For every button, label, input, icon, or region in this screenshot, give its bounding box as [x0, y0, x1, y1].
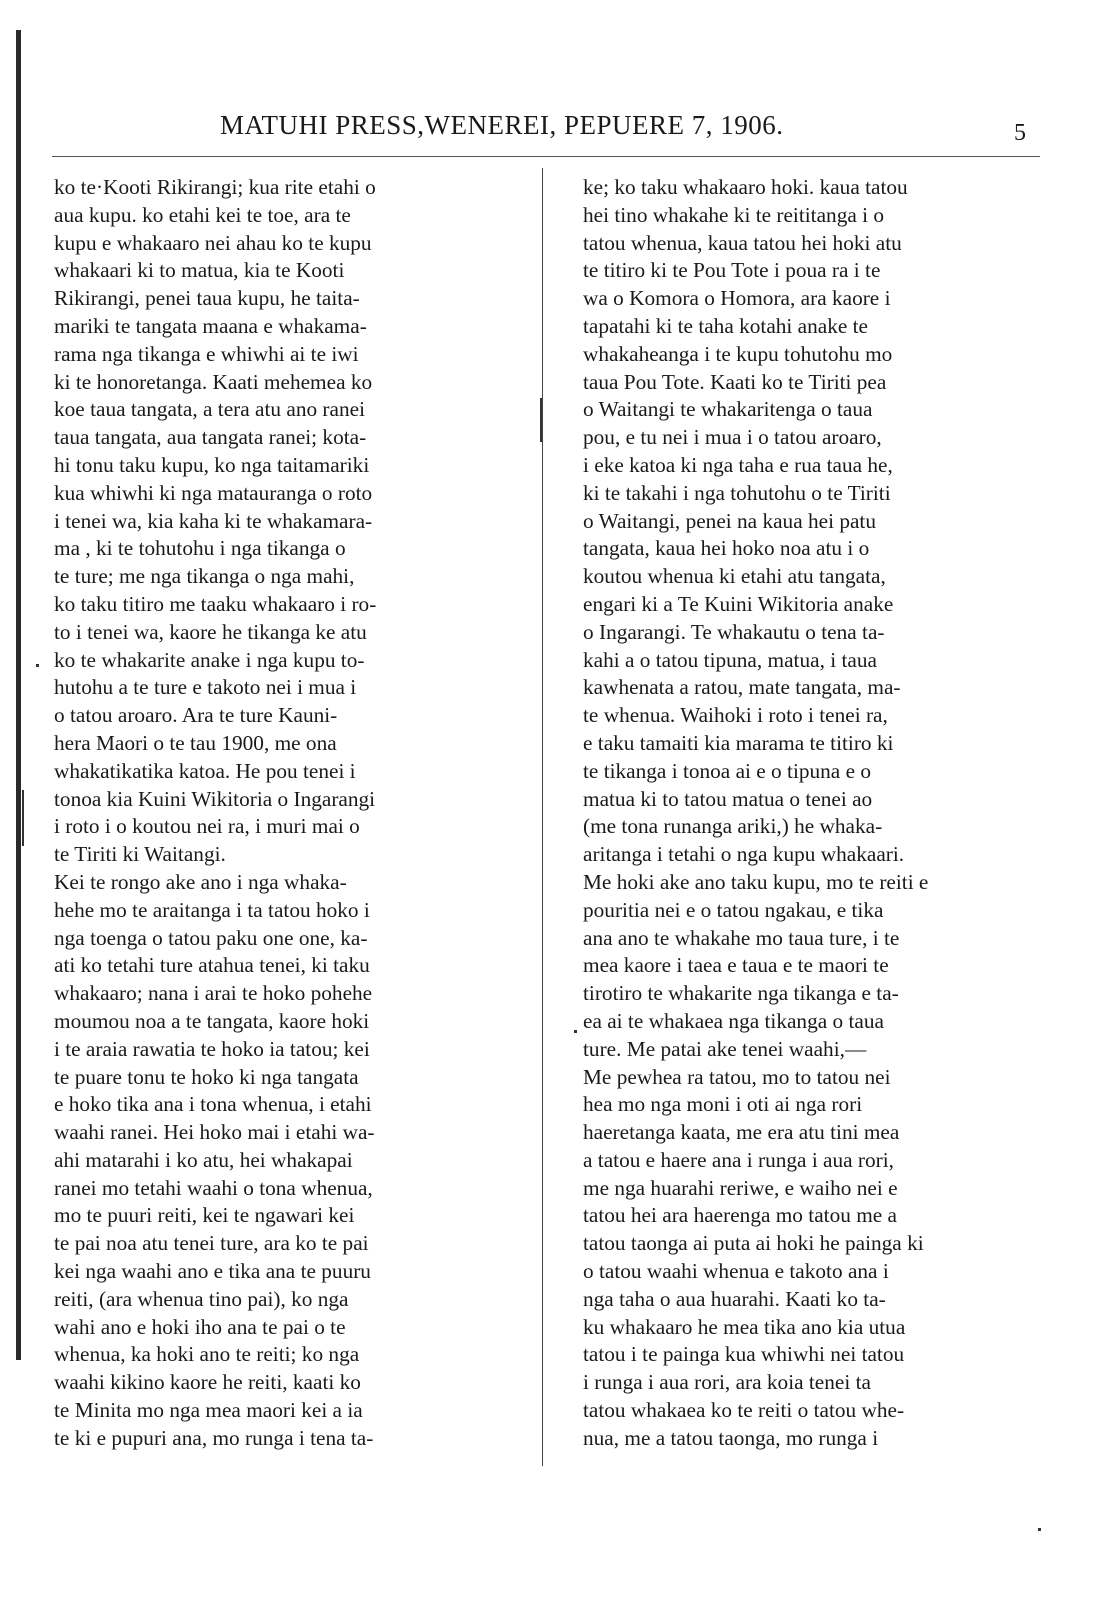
- text-line: matua ki to tatou matua o tenei ao: [583, 786, 873, 811]
- text-line: o Waitangi te whakaritenga o taua: [583, 397, 873, 422]
- newspaper-title: MATUHI PRESS,WENEREI, PEPUERE 7, 1906.: [220, 110, 784, 140]
- text-line: o Waitangi, penei na kaua hei patu: [583, 508, 876, 533]
- text-line: i te araia rawatia te hoko ia tatou; kei: [54, 1036, 370, 1061]
- text-line: Kei te rongo ake ano i nga whaka-: [54, 869, 347, 894]
- text-line: hei tino whakahe ki te reititanga i o: [583, 202, 885, 227]
- text-line: ea ai te whakaea nga tikanga o taua: [583, 1008, 884, 1033]
- text-line: wahi ano e hoki iho ana te pai o te: [54, 1314, 346, 1339]
- text-line: tangata, kaua hei hoko noa atu i o: [583, 536, 870, 561]
- text-line: a tatou e haere ana i runga i aua rori,: [583, 1147, 895, 1172]
- page-edge-scan-mark: [16, 30, 21, 1360]
- text-line: tatou whakaea ko te reiti o tatou whe-: [583, 1398, 905, 1423]
- text-line: tatou whenua, kaua tatou hei hoki atu: [583, 230, 902, 255]
- print-speck: [36, 664, 39, 667]
- text-line: tatou taonga ai puta ai hoki he painga ki: [583, 1231, 924, 1256]
- text-line: waahi ranei. Hei hoko mai i etahi wa-: [54, 1120, 375, 1145]
- page-header: [0, 110, 1114, 150]
- text-line: whakatikatika katoa. He pou tenei i: [54, 758, 356, 783]
- text-line: ana ano te whakahe mo taua ture, i te: [583, 925, 900, 950]
- text-line: nga toenga o tatou paku one one, ka-: [54, 925, 368, 950]
- text-line: hera Maori o te tau 1900, me ona: [54, 730, 337, 755]
- text-line: kawhenata a ratou, mate tangata, ma-: [583, 675, 901, 700]
- text-line: ki te honoretanga. Kaati mehemea ko: [54, 369, 373, 394]
- text-line: aua kupu. ko etahi kei te toe, ara te: [54, 202, 351, 227]
- text-line: kua whiwhi ki nga matauranga o roto: [54, 480, 373, 505]
- text-line: (me tona runanga ariki,) he whaka-: [583, 814, 883, 839]
- page-number: 5: [1014, 120, 1026, 146]
- text-line: whakaaro; nana i arai te hoko pohehe: [54, 981, 373, 1006]
- text-line: te Minita mo nga mea maori kei a ia: [54, 1398, 363, 1423]
- text-line: whenua, ka hoki ano te reiti; ko nga: [54, 1342, 360, 1367]
- text-line: te whenua. Waihoki i roto i tenei ra,: [583, 703, 888, 728]
- text-line: te ki e pupuri ana, mo runga i tena ta-: [54, 1425, 374, 1450]
- text-line: o Ingarangi. Te whakautu o tena ta-: [583, 619, 885, 644]
- text-line: Me hoki ake ano taku kupu, mo te reiti e: [583, 869, 929, 894]
- text-line: whakaari ki to matua, kia te Kooti: [54, 258, 345, 283]
- text-line: hea mo nga moni i oti ai nga rori: [583, 1092, 863, 1117]
- text-line: reiti, (ara whenua tino pai), ko nga: [54, 1286, 349, 1311]
- print-speck: [574, 1030, 577, 1033]
- text-line: te tikanga i tonoa ai e o tipuna e o: [583, 758, 872, 783]
- text-line: ati ko tetahi ture atahua tenei, ki taku: [54, 953, 370, 978]
- text-line: i roto i o koutou nei ra, i muri mai o: [54, 814, 360, 839]
- text-line: moumou noa a te tangata, kaore hoki: [54, 1008, 370, 1033]
- text-line: i tenei wa, kia kaha ki te whakamara-: [54, 508, 373, 533]
- text-line: nga taha o aua huarahi. Kaati ko ta-: [583, 1286, 886, 1311]
- text-line: kei nga waahi ano e tika ana te puuru: [54, 1259, 371, 1284]
- text-line: ku whakaaro he mea tika ano kia utua: [583, 1314, 906, 1339]
- header-rule: [52, 156, 1040, 157]
- text-line: ko te whakarite anake i nga kupu to-: [54, 647, 365, 672]
- text-line: i runga i aua rori, ara koia tenei ta: [583, 1370, 871, 1395]
- text-line: ma , ki te tohutohu i nga tikanga o: [54, 536, 346, 561]
- right-column: [583, 174, 1035, 1453]
- text-line: e hoko tika ana i tona whenua, i etahi: [54, 1092, 372, 1117]
- text-line: waahi kikino kaore he reiti, kaati ko: [54, 1370, 361, 1395]
- text-line: tapatahi ki te taha kotahi anake te: [583, 313, 869, 338]
- text-line: taua tangata, aua tangata ranei; kota-: [54, 425, 367, 450]
- text-line: ranei mo tetahi waahi o tona whenua,: [54, 1175, 373, 1200]
- text-line: hehe mo te araitanga i ta tatou hoko i: [54, 897, 370, 922]
- text-line: me nga huarahi reriwe, e waiho nei e: [583, 1175, 898, 1200]
- text-line: pou, e tu nei i mua i o tatou aroaro,: [583, 425, 882, 450]
- text-line: wa o Komora o Homora, ara kaore i: [583, 286, 891, 311]
- text-line: tirotiro te whakarite nga tikanga e ta-: [583, 981, 899, 1006]
- text-line: i eke katoa ki nga taha e rua taua he,: [583, 452, 893, 477]
- text-line: whakaheanga i te kupu tohutohu mo: [583, 341, 893, 366]
- text-line: koutou whenua ki etahi atu tangata,: [583, 564, 886, 589]
- text-line: hi tonu taku kupu, ko nga taitamariki: [54, 452, 370, 477]
- text-line: te Tiriti ki Waitangi.: [54, 842, 226, 867]
- text-line: te ture; me nga tikanga o nga mahi,: [54, 564, 355, 589]
- text-line: ture. Me patai ake tenei waahi,—: [583, 1036, 867, 1061]
- text-line: pouritia nei e o tatou ngakau, e tika: [583, 897, 884, 922]
- text-line: te titiro ki te Pou Tote i poua ra i te: [583, 258, 881, 283]
- text-line: te pai noa atu tenei ture, ara ko te pai: [54, 1231, 369, 1256]
- text-line: aritanga i tetahi o nga kupu whakaari.: [583, 842, 905, 867]
- text-line: ko te·Kooti Rikirangi; kua rite etahi o: [54, 175, 376, 199]
- text-line: kupu e whakaaro nei ahau ko te kupu: [54, 230, 372, 255]
- print-speck: [540, 398, 542, 442]
- text-line: nua, me a tatou taonga, mo runga i: [583, 1425, 879, 1450]
- text-line: te puare tonu te hoko ki nga tangata: [54, 1064, 359, 1089]
- text-line: rama nga tikanga e whiwhi ai te iwi: [54, 341, 359, 366]
- print-speck: [22, 790, 24, 846]
- text-line: engari ki a Te Kuini Wikitoria anake: [583, 591, 894, 616]
- text-line: tatou i te painga kua whiwhi nei tatou: [583, 1342, 905, 1367]
- text-line: e taku tamaiti kia marama te titiro ki: [583, 730, 894, 755]
- text-line: taua Pou Tote. Kaati ko te Tiriti pea: [583, 369, 887, 394]
- text-line: mo te puuri reiti, kei te ngawari kei: [54, 1203, 355, 1228]
- text-line: o tatou waahi whenua e takoto ana i: [583, 1259, 889, 1284]
- text-line: mariki te tangata maana e whakama-: [54, 313, 367, 338]
- text-line: ko taku titiro me taaku whakaaro i ro-: [54, 591, 377, 616]
- column-divider: [542, 168, 543, 1466]
- text-line: haeretanga kaata, me era atu tini mea: [583, 1120, 900, 1145]
- text-line: to i tenei wa, kaore he tikanga ke atu: [54, 619, 367, 644]
- text-line: ke; ko taku whakaaro hoki. kaua tatou: [583, 175, 908, 199]
- text-line: kahi a o tatou tipuna, matua, i taua: [583, 647, 877, 672]
- print-speck: [1038, 1528, 1041, 1531]
- text-line: tonoa kia Kuini Wikitoria o Ingarangi: [54, 786, 376, 811]
- text-line: ahi matarahi i ko atu, hei whakapai: [54, 1147, 353, 1172]
- text-line: tatou hei ara haerenga mo tatou me a: [583, 1203, 897, 1228]
- text-line: Rikirangi, penei taua kupu, he taita-: [54, 286, 360, 311]
- text-line: koe taua tangata, a tera atu ano ranei: [54, 397, 365, 422]
- text-line: Me pewhea ra tatou, mo to tatou nei: [583, 1064, 891, 1089]
- text-line: o tatou aroaro. Ara te ture Kauni-: [54, 703, 338, 728]
- left-column: [54, 174, 500, 1453]
- text-line: ki te takahi i nga tohutohu o te Tiriti: [583, 480, 891, 505]
- text-line: mea kaore i taea e taua e te maori te: [583, 953, 889, 978]
- text-line: hutohu a te ture e takoto nei i mua i: [54, 675, 357, 700]
